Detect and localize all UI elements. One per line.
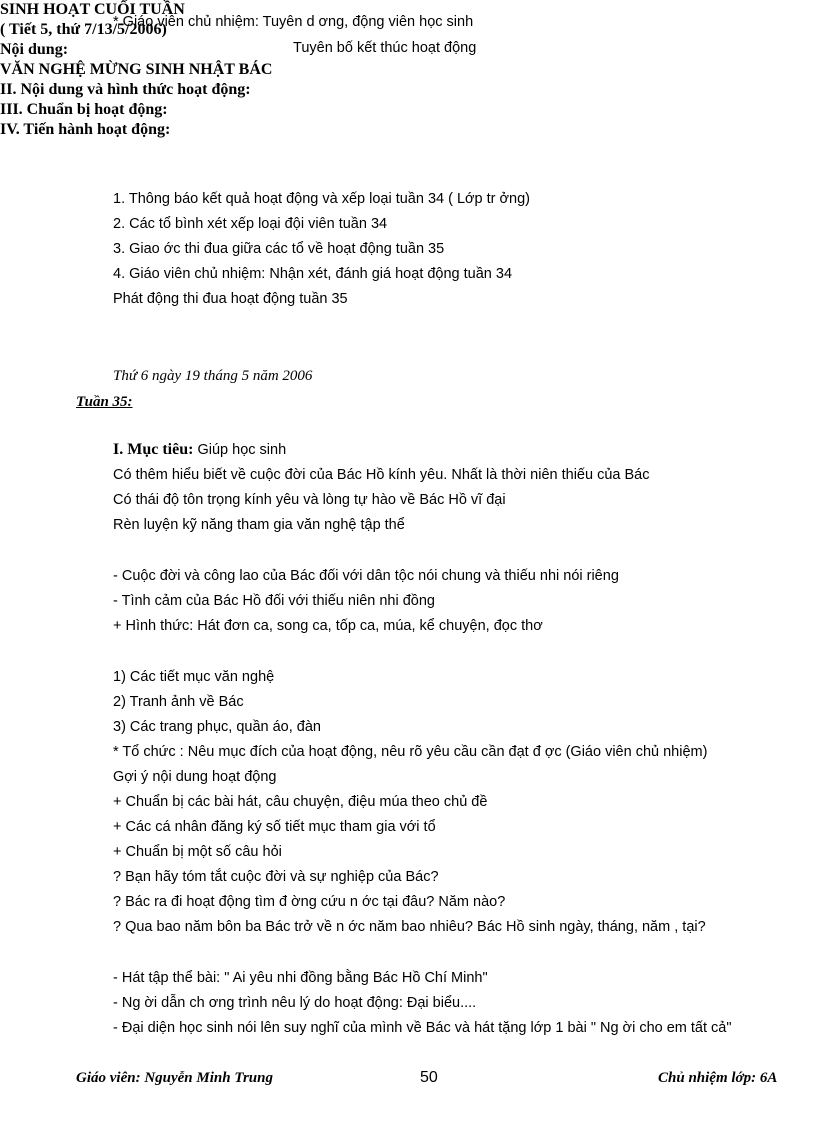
footer-class: Chủ nhiệm lớp: 6A — [658, 1070, 778, 1086]
top-line-1: * Giáo viên chủ nhiệm: Tuyên d ơng, động viên học sinh — [113, 14, 474, 30]
week-item-3: 3. Giao ớc thi đua giữa các tổ về hoạt động tuần 35 — [113, 241, 445, 257]
lesson-date: Thứ 6 ngày 19 tháng 5 năm 2006 — [113, 368, 313, 384]
lesson-title: VĂN NGHỆ MỪNG SINH NHẬT BÁC — [0, 61, 273, 78]
week-review-subtitle: ( Tiết 5, thứ 7/13/5/2006) — [0, 21, 167, 38]
content-heading: Nội dung: — [0, 41, 69, 58]
week-item-4: 4. Giáo viên chủ nhiệm: Nhận xét, đánh giá hoạt động tuần 34 — [113, 266, 513, 282]
section3-line-3: 3) Các trang phục, quần áo, đàn — [113, 719, 321, 735]
section1-line-3: Rèn luyện kỹ năng tham gia văn nghệ tập thể — [113, 517, 405, 533]
section4-line-3: - Đại diện học sinh nói lên suy nghĩ của mình về Bác và hát tặng lớp 1 bài " Ng ời cho em tất cả" — [113, 1020, 732, 1036]
section4-line-1: - Hát tập thể bài: " Ai yêu nhi đồng bằng Bác Hồ Chí Minh" — [113, 970, 488, 986]
section3-line-11: ? Qua bao năm bôn ba Bác trở về n ớc năm bao nhiêu? Bác Hồ sinh ngày, tháng, năm , tại? — [113, 919, 706, 935]
section1-inline: Giúp học sinh — [197, 442, 287, 458]
week-item-5: Phát động thi đua hoạt động tuần 35 — [113, 291, 348, 307]
week-label: Tuần 35: — [76, 394, 133, 410]
section3-line-8: + Chuẩn bị một số câu hỏi — [113, 844, 282, 860]
section3-heading: III. Chuẩn bị hoạt động: — [0, 101, 168, 118]
section2-line-3: + Hình thức: Hát đơn ca, song ca, tốp ca, múa, kể chuyện, đọc thơ — [113, 618, 543, 634]
section3-line-4: * Tổ chức : Nêu mục đích của hoạt động, nêu rõ yêu cầu cần đạt đ ợc (Giáo viên chủ nhiệm) — [113, 744, 708, 760]
section2-line-2: - Tình cảm của Bác Hồ đối với thiếu niên nhi đồng — [113, 593, 435, 609]
section1-heading: I. Mục tiêu: — [113, 441, 194, 458]
section3-line-1: 1) Các tiết mục văn nghệ — [113, 669, 275, 685]
footer-teacher: Giáo viên: Nguyễn Minh Trung — [76, 1070, 273, 1086]
section1-line-1: Có thêm hiểu biết về cuộc đời của Bác Hồ kính yêu. Nhất là thời niên thiếu của Bác — [113, 467, 650, 483]
section4-heading: IV. Tiến hành hoạt động: — [0, 121, 171, 138]
section3-line-2: 2) Tranh ảnh về Bác — [113, 694, 244, 710]
section1-line-2: Có thái độ tôn trọng kính yêu và lòng tự hào về Bác Hồ vĩ đại — [113, 492, 506, 508]
top-line-2: Tuyên bố kết thúc hoạt động — [293, 40, 477, 56]
section3-line-5: Gợi ý nội dung hoạt động — [113, 769, 277, 785]
section3-line-9: ? Bạn hãy tóm tắt cuộc đời và sự nghiệp của Bác? — [113, 869, 439, 885]
week-item-2: 2. Các tổ bình xét xếp loại đội viên tuần 34 — [113, 216, 388, 232]
section3-line-6: + Chuẩn bị các bài hát, câu chuyện, điệu múa theo chủ đề — [113, 794, 488, 810]
week-item-1: 1. Thông báo kết quả hoạt động và xếp loại tuần 34 ( Lớp tr ởng) — [113, 191, 530, 207]
section4-line-2: - Ng ời dẫn ch ơng trình nêu lý do hoạt động: Đại biểu.... — [113, 995, 477, 1011]
page-number: 50 — [420, 1069, 438, 1086]
week-review-title: SINH HOẠT CUỐI TUẦN — [0, 1, 185, 18]
section2-heading: II. Nội dung và hình thức hoạt động: — [0, 81, 251, 98]
section1-heading-line — [113, 440, 286, 460]
section3-line-7: + Các cá nhân đăng ký số tiết mục tham gia với tổ — [113, 819, 436, 835]
section3-line-10: ? Bác ra đi hoạt động tìm đ ờng cứu n ớc tại đâu? Năm nào? — [113, 894, 506, 910]
section2-line-1: - Cuộc đời và công lao của Bác đối với dân tộc nói chung và thiếu nhi nói riêng — [113, 568, 619, 584]
